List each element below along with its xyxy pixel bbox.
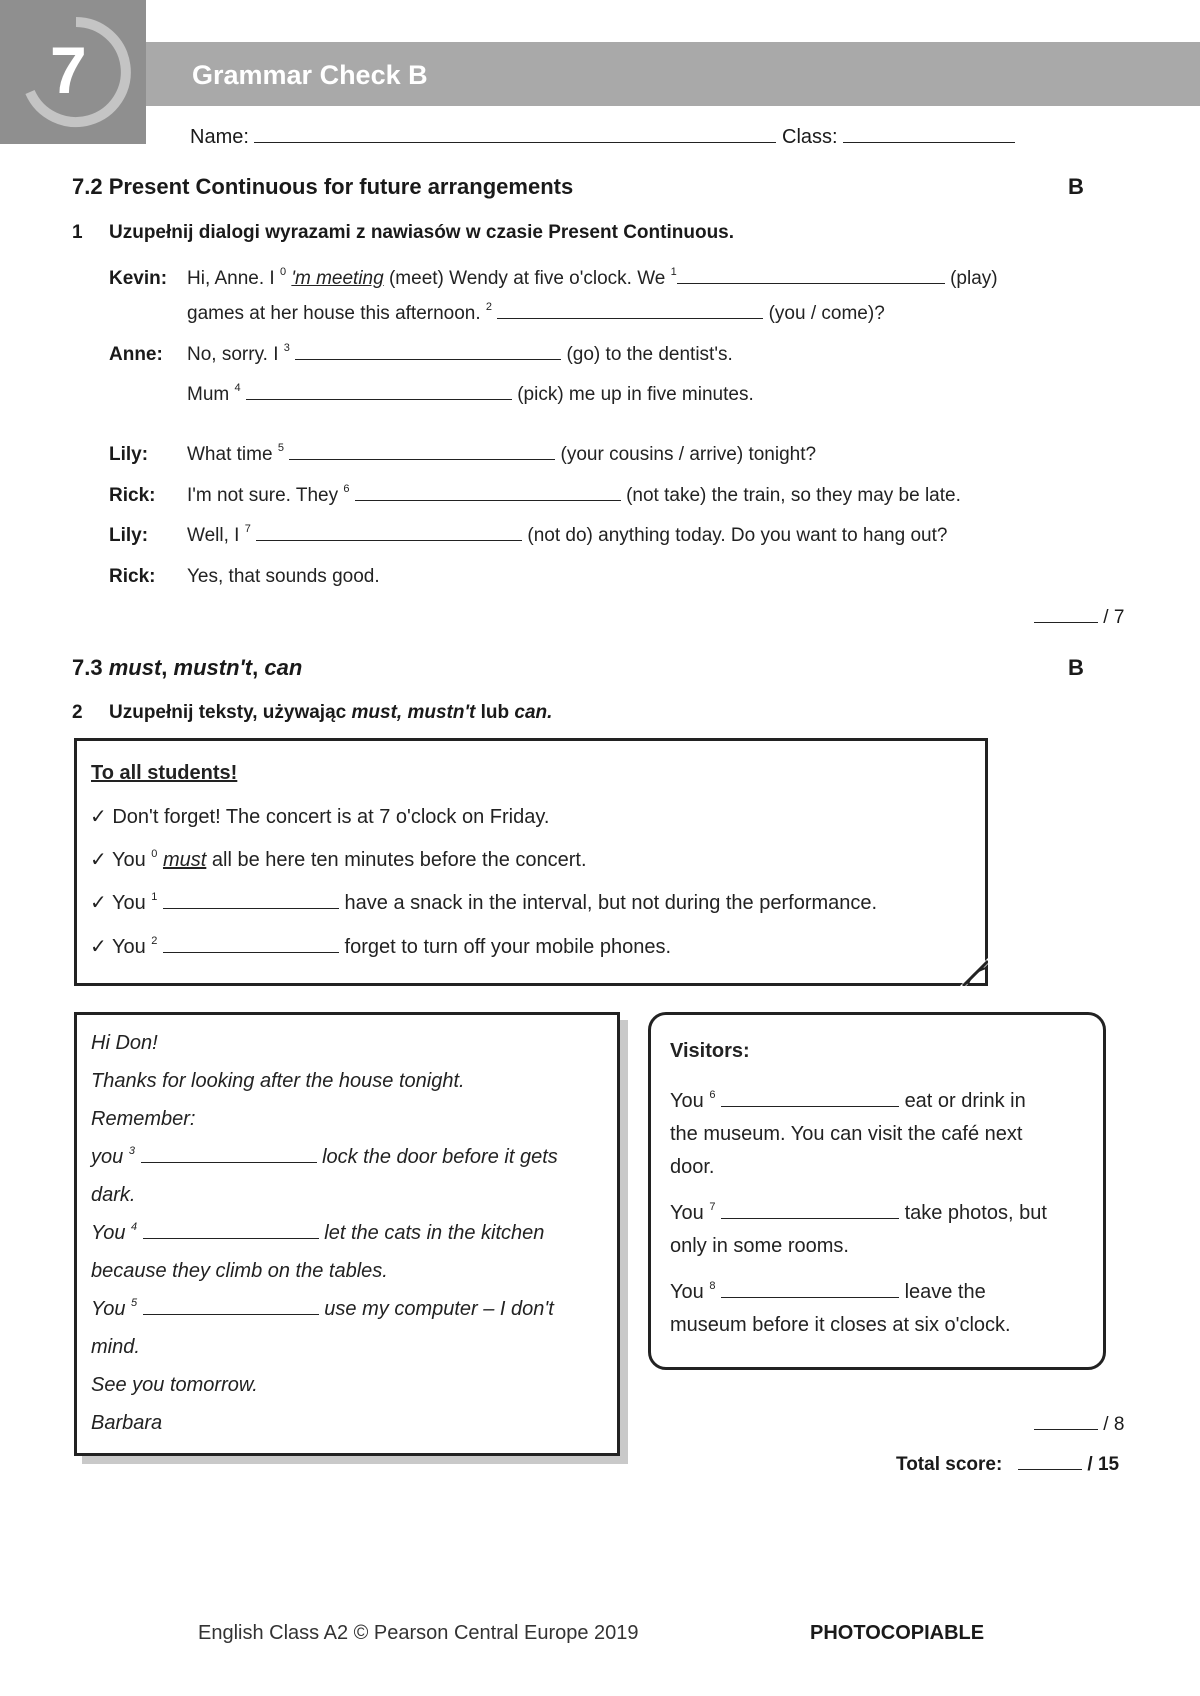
name-field[interactable] bbox=[254, 141, 776, 143]
exercise1-instruction: Uzupełnij dialogi wyrazami z nawiasów w czasie Present Continuous. bbox=[109, 222, 735, 243]
gap-number: 1 bbox=[151, 891, 158, 903]
class-label: Class: bbox=[782, 126, 838, 148]
exercise1-number: 1 bbox=[72, 222, 83, 243]
page-curl-icon bbox=[960, 958, 988, 986]
notice-line bbox=[90, 934, 671, 959]
gap-number: 3 bbox=[128, 1145, 135, 1157]
text: forget to turn off your mobile phones. bbox=[344, 936, 672, 958]
class-field[interactable] bbox=[843, 141, 1015, 143]
text: use my computer – I don't bbox=[324, 1298, 554, 1320]
example-answer: must bbox=[162, 849, 207, 871]
text: You bbox=[670, 1202, 704, 1224]
letter-line: See you tomorrow. bbox=[91, 1374, 258, 1396]
answer-gap-3[interactable] bbox=[295, 358, 561, 360]
notice-line bbox=[90, 847, 587, 872]
answer-gap-ex2-2[interactable] bbox=[163, 951, 339, 953]
speaker-anne: Anne: bbox=[109, 344, 163, 365]
letter-line bbox=[91, 1222, 544, 1245]
section2-version: B bbox=[1068, 655, 1084, 680]
text: What time bbox=[187, 444, 273, 465]
text: You bbox=[111, 892, 146, 914]
text: have a snack in the interval, but not during the performance. bbox=[344, 892, 878, 914]
gap-number: 7 bbox=[244, 523, 251, 535]
answer-gap-2[interactable] bbox=[497, 317, 763, 319]
gap-number: 6 bbox=[709, 1089, 716, 1101]
text: you bbox=[91, 1146, 124, 1168]
dialogue-line bbox=[187, 525, 947, 547]
answer-gap-ex2-7[interactable] bbox=[721, 1217, 899, 1219]
text: leave the bbox=[904, 1281, 986, 1303]
visitors-line: the museum. You can visit the café next bbox=[670, 1123, 1023, 1145]
answer-gap-4[interactable] bbox=[246, 398, 512, 400]
notice-line bbox=[90, 804, 549, 829]
section1-heading: 7.2 Present Continuous for future arrangements bbox=[72, 174, 574, 199]
dialogue-line bbox=[187, 268, 998, 290]
gap-number: 2 bbox=[485, 301, 493, 313]
score-field-2[interactable] bbox=[1034, 1428, 1098, 1430]
answer-gap-6[interactable] bbox=[355, 499, 621, 501]
text: mustn't bbox=[407, 702, 476, 723]
answer-gap-ex2-6[interactable] bbox=[721, 1105, 899, 1107]
text: (not do) anything today. Do you want to hang out? bbox=[527, 525, 948, 546]
speaker-rick: Rick: bbox=[109, 485, 156, 506]
answer-gap-5[interactable] bbox=[289, 458, 555, 460]
total-score-row bbox=[896, 1454, 1119, 1476]
visitors-line: museum before it closes at six o'clock. bbox=[670, 1314, 1011, 1336]
letter-line: Thanks for looking after the house tonight. bbox=[91, 1070, 465, 1092]
gap-number: 2 bbox=[151, 935, 158, 947]
letter-line bbox=[91, 1146, 558, 1169]
letter-line: dark. bbox=[91, 1184, 136, 1206]
visitors-line bbox=[670, 1202, 1047, 1225]
example-answer: 'm meeting bbox=[291, 268, 384, 289]
text: You bbox=[91, 1298, 126, 1320]
answer-gap-ex2-8[interactable] bbox=[721, 1296, 899, 1298]
text: must, bbox=[351, 702, 403, 723]
letter-line bbox=[91, 1298, 554, 1321]
name-row bbox=[190, 126, 1015, 149]
speaker-lily: Lily: bbox=[109, 444, 149, 465]
gap-number: 8 bbox=[709, 1280, 716, 1292]
footer-photocopiable: PHOTOCOPIABLE bbox=[810, 1622, 985, 1644]
text: all be here ten minutes before the concert. bbox=[211, 849, 587, 871]
section2-heading bbox=[72, 655, 302, 681]
text: lub bbox=[480, 702, 510, 723]
exercise2-number: 2 bbox=[72, 702, 83, 723]
speaker-lily: Lily: bbox=[109, 525, 149, 546]
text: You bbox=[111, 936, 146, 958]
gap-number: 6 bbox=[343, 483, 350, 495]
gap-number: 1 bbox=[670, 266, 677, 278]
exercise2-instruction bbox=[109, 702, 552, 724]
gap-number: 5 bbox=[131, 1297, 138, 1309]
text: Uzupełnij teksty, używając bbox=[109, 702, 347, 723]
text: , bbox=[161, 655, 168, 680]
notice-line bbox=[90, 890, 877, 915]
text: I'm not sure. They bbox=[187, 485, 339, 506]
visitors-line: door. bbox=[670, 1156, 715, 1178]
page-title: Grammar Check B bbox=[192, 60, 428, 90]
answer-gap-1[interactable] bbox=[677, 282, 945, 284]
text: take photos, but bbox=[904, 1202, 1047, 1224]
text: (play) bbox=[950, 268, 998, 289]
gap-number: 4 bbox=[234, 382, 241, 394]
answer-gap-7[interactable] bbox=[256, 539, 522, 541]
text: You bbox=[670, 1281, 704, 1303]
text: You bbox=[670, 1090, 704, 1112]
letter-line: because they climb on the tables. bbox=[91, 1260, 388, 1282]
visitors-line: only in some rooms. bbox=[670, 1235, 849, 1257]
total-label: Total score: bbox=[896, 1454, 1003, 1475]
text: 7.3 bbox=[72, 655, 103, 680]
score-row-1 bbox=[1034, 607, 1124, 629]
dialogue-line bbox=[187, 303, 885, 325]
letter-signature: Barbara bbox=[91, 1412, 163, 1434]
text: Hi, Anne. I bbox=[187, 268, 275, 289]
text: (not take) the train, so they may be late. bbox=[626, 485, 961, 506]
section1-version: B bbox=[1068, 174, 1084, 199]
visitors-line bbox=[670, 1090, 1026, 1113]
check-icon: ✓ bbox=[90, 936, 107, 958]
letter-line: mind. bbox=[91, 1336, 140, 1358]
text: You bbox=[91, 1222, 126, 1244]
answer-gap-ex2-4[interactable] bbox=[143, 1237, 319, 1239]
gap-number: 0 bbox=[279, 266, 287, 278]
text: No, sorry. I bbox=[187, 344, 279, 365]
gap-number: 4 bbox=[131, 1221, 138, 1233]
gap-number: 3 bbox=[283, 342, 290, 354]
gap-number: 5 bbox=[277, 442, 284, 454]
answer-gap-ex2-1[interactable] bbox=[163, 907, 339, 909]
letter-greeting: Hi Don! bbox=[91, 1032, 158, 1054]
answer-gap-ex2-5[interactable] bbox=[143, 1313, 319, 1315]
notice-title: To all students! bbox=[91, 762, 238, 784]
visitors-title: Visitors: bbox=[670, 1040, 750, 1062]
text: (go) to the dentist's. bbox=[566, 344, 733, 365]
speaker-rick: Rick: bbox=[109, 566, 156, 587]
text: (pick) me up in five minutes. bbox=[517, 384, 754, 405]
unit-number: 7 bbox=[50, 33, 87, 107]
score-max: / 8 bbox=[1103, 1414, 1125, 1435]
total-score-field[interactable] bbox=[1018, 1468, 1082, 1470]
dialogue-line bbox=[187, 444, 816, 466]
text: can. bbox=[514, 702, 553, 723]
total-max: / 15 bbox=[1087, 1454, 1120, 1475]
text: Mum bbox=[187, 384, 230, 405]
text: games at her house this afternoon. bbox=[187, 303, 481, 324]
text: (you / come)? bbox=[768, 303, 885, 324]
letter-line: Remember: bbox=[91, 1108, 196, 1130]
footer-copyright: English Class A2 © Pearson Central Europe 2019 bbox=[198, 1622, 639, 1644]
score-max: / 7 bbox=[1103, 607, 1125, 628]
text: Well, I bbox=[187, 525, 240, 546]
text: can bbox=[264, 655, 303, 680]
dialogue-line bbox=[187, 485, 961, 507]
answer-gap-ex2-3[interactable] bbox=[141, 1161, 317, 1163]
text: mustn't bbox=[173, 655, 253, 680]
speaker-kevin: Kevin: bbox=[109, 268, 168, 289]
text: let the cats in the kitchen bbox=[324, 1222, 545, 1244]
check-icon: ✓ bbox=[90, 849, 107, 871]
dialogue-line bbox=[187, 384, 754, 406]
check-icon: ✓ bbox=[90, 806, 107, 828]
text: (your cousins / arrive) tonight? bbox=[560, 444, 817, 465]
visitors-line bbox=[670, 1281, 986, 1304]
text: eat or drink in bbox=[904, 1090, 1026, 1112]
text: (meet) Wendy at five o'clock. We bbox=[388, 268, 666, 289]
text: You bbox=[111, 849, 146, 871]
score-row-2 bbox=[1034, 1414, 1124, 1436]
check-icon: ✓ bbox=[90, 892, 107, 914]
text: lock the door before it gets bbox=[322, 1146, 558, 1168]
score-field-1[interactable] bbox=[1034, 621, 1098, 623]
dialogue-line: Yes, that sounds good. bbox=[187, 566, 380, 587]
text: must bbox=[108, 655, 162, 680]
dialogue-line bbox=[187, 344, 733, 366]
name-label: Name: bbox=[190, 126, 249, 148]
text: Don't forget! The concert is at 7 o'clock on Friday. bbox=[112, 806, 550, 828]
text: , bbox=[252, 655, 259, 680]
gap-number: 7 bbox=[709, 1201, 716, 1213]
gap-number: 0 bbox=[151, 848, 158, 860]
